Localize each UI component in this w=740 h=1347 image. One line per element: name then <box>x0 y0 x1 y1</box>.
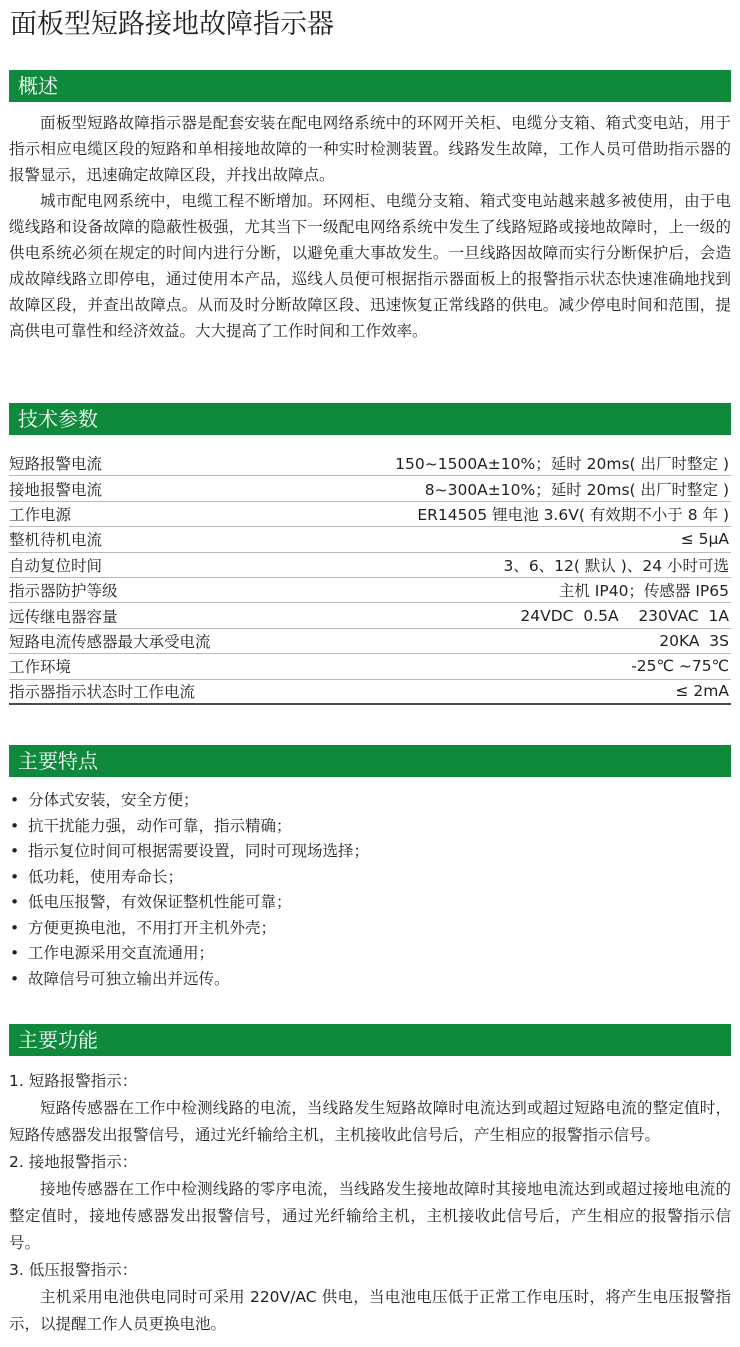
section-header-functions: 主要功能 <box>9 1024 731 1056</box>
spec-table <box>9 451 731 705</box>
spec-value: ≤ 5μA <box>680 530 729 549</box>
spec-value: -25℃ ~75℃ <box>631 657 729 676</box>
section-header-overview: 概述 <box>9 70 731 102</box>
spec-row <box>9 527 731 552</box>
spec-value: 20KA 3S <box>659 631 729 650</box>
spec-label: 短路电流传感器最大承受电流 <box>9 632 211 651</box>
spec-row <box>9 603 731 628</box>
list-item <box>9 814 369 840</box>
overview-text <box>9 110 731 344</box>
section-header-specs: 技术参数 <box>9 403 731 435</box>
list-item <box>9 890 369 916</box>
feature-list <box>9 788 369 992</box>
function-heading: 1. 短路报警指示： <box>9 1072 138 1090</box>
spec-label: 短路报警电流 <box>9 455 103 474</box>
spec-row <box>9 476 731 501</box>
feature-text: 方便更换电池，不用打开主机外壳； <box>28 918 277 937</box>
bullet-icon: • <box>10 791 20 809</box>
spec-label: 工作电源 <box>9 505 72 524</box>
bullet-icon: • <box>10 918 20 937</box>
spec-row <box>9 680 731 705</box>
function-list <box>9 1068 731 1338</box>
bullet-icon: • <box>10 816 20 835</box>
page-title: 面板型短路接地故障指示器 <box>10 9 334 40</box>
spec-row <box>9 629 731 654</box>
function-description: 接地传感器在工作中检测线路的零序电流，当线路发生接地故障时其接地电流达到或超过接地电流的整定值时，接地传感器发出报警信号，通过光纤输给主机，主机接收此信号后，产生相应的报警指示信号。 <box>9 1180 731 1252</box>
feature-text: 故障信号可独立输出并远传。 <box>28 969 230 988</box>
feature-text: 抗干扰能力强，动作可靠，指示精确； <box>28 816 292 835</box>
feature-text: 分体式安装，安全方便； <box>28 791 199 809</box>
list-item <box>9 941 369 967</box>
bullet-icon: • <box>10 944 20 962</box>
spec-label: 整机待机电流 <box>9 531 103 550</box>
bullet-icon: • <box>10 842 20 860</box>
spec-label: 远传继电器容量 <box>9 607 118 626</box>
spec-label: 指示器防护等级 <box>9 582 118 601</box>
feature-text: 低功耗，使用寿命长； <box>28 867 184 886</box>
function-description: 短路传感器在工作中检测线路的电流，当线路发生短路故障时电流达到或超过短路电流的整定值时，短路传感器发出报警信号，通过光纤输给主机，主机接收此信号后，产生相应的报警指示信号。 <box>9 1099 731 1144</box>
spec-label: 指示器指示状态时工作电流 <box>9 683 196 702</box>
list-item <box>9 916 369 942</box>
list-item <box>9 839 369 865</box>
spec-row <box>9 578 731 603</box>
spec-row <box>9 553 731 578</box>
feature-text: 指示复位时间可根据需要设置，同时可现场选择； <box>28 842 370 860</box>
spec-value: ER14505 锂电池 3.6V( 有效期不小于 8 年 ) <box>417 505 729 524</box>
section-header-features: 主要特点 <box>9 745 731 777</box>
feature-text: 工作电源采用交直流通用； <box>28 944 215 962</box>
list-item <box>9 865 369 891</box>
function-heading: 2. 接地报警指示： <box>9 1153 138 1171</box>
bullet-icon: • <box>10 969 20 988</box>
feature-text: 低电压报警，有效保证整机性能可靠； <box>28 893 292 911</box>
spec-row <box>9 451 731 476</box>
spec-label: 自动复位时间 <box>9 556 103 575</box>
spec-row <box>9 502 731 527</box>
overview-paragraph: 城市配电网系统中，电缆工程不断增加。环网柜、电缆分支箱、箱式变电站越来越多被使用，由于电缆线路和设备故障的隐蔽性极强，尤其当下一级配电网络系统中发生了线路短路或接地故障时，上一级的供电系统必须在规定的时间内进行分断，以避免重大事故发生。一旦线路因故障而实行分断保护后，会造成故障线路立即停电，通过使用本产品，巡线人员便可根据指示器面板上的报警指示状态快速准确地找到故障区段，并查出故障点。从而及时分断故障区段、迅速恢复正常线路的供电。减少停电时间和范围，提高供电可靠性和经济效益。大大提高了工作时间和工作效率。 <box>9 192 731 340</box>
list-item <box>9 788 369 814</box>
list-item <box>9 967 369 993</box>
bullet-icon: • <box>10 867 20 886</box>
overview-paragraph: 面板型短路故障指示器是配套安装在配电网络系统中的环网开关柜、电缆分支箱、箱式变电站，用于指示相应电缆区段的短路和单相接地故障的一种实时检测装置。线路发生故障，工作人员可借助指示器的报警显示，迅速确定故障区段，并找出故障点。 <box>9 114 731 184</box>
spec-label: 工作环境 <box>9 658 72 677</box>
spec-value: 150~1500A±10%；延时 20ms( 出厂时整定 ) <box>395 455 729 474</box>
spec-label: 接地报警电流 <box>9 480 103 499</box>
spec-value: 8~300A±10%；延时 20ms( 出厂时整定 ) <box>424 480 729 499</box>
function-heading: 3. 低压报警指示： <box>9 1261 138 1279</box>
spec-row <box>9 654 731 679</box>
spec-value: ≤ 2mA <box>675 682 729 701</box>
bullet-icon: • <box>10 893 20 911</box>
function-description: 主机采用电池供电同时可采用 220V/AC 供电，当电池电压低于正常工作电压时，将产生电压报警指示，以提醒工作人员更换电池。 <box>9 1288 731 1333</box>
spec-value: 24VDC 0.5A 230VAC 1A <box>520 606 729 625</box>
spec-value: 主机 IP40；传感器 IP65 <box>558 582 729 601</box>
spec-value: 3、6、12( 默认 )、24 小时可选 <box>503 556 729 575</box>
